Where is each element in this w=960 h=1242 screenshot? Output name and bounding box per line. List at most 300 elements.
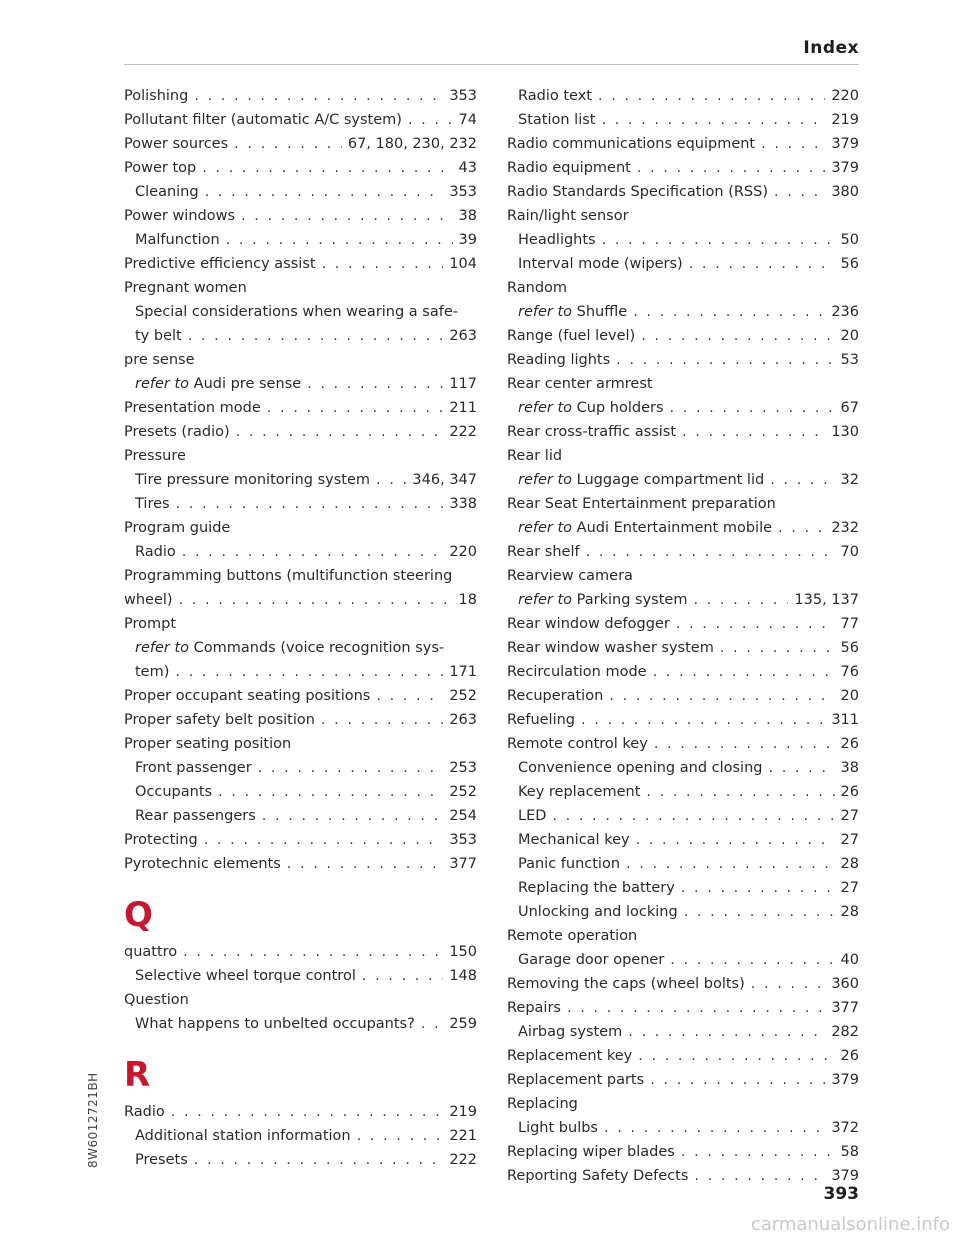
entry-term: Programming buttons (multifunction steering <box>124 568 453 584</box>
entry-text <box>135 757 252 779</box>
entry-text <box>507 541 580 563</box>
entry-text <box>135 965 356 987</box>
index-subentry <box>124 661 477 683</box>
index-entry <box>124 829 477 851</box>
index-subentry <box>124 637 477 659</box>
index-entry <box>124 1101 477 1123</box>
index-entry <box>124 709 477 731</box>
entry-term: Presentation mode <box>124 400 261 416</box>
index-entry <box>124 733 477 755</box>
page-reference: 253 <box>449 760 477 776</box>
entry-text <box>124 853 281 875</box>
index-entry <box>124 445 477 467</box>
index-subentry <box>124 1013 477 1035</box>
entry-term: ty belt <box>135 328 182 344</box>
entry-text <box>507 205 629 227</box>
index-entry <box>124 589 477 611</box>
index-subentry <box>507 589 859 611</box>
index-subentry <box>507 1117 859 1139</box>
entry-term: Front passenger <box>135 760 252 776</box>
index-subentry <box>507 901 859 923</box>
dot-leader <box>176 493 444 515</box>
entry-text <box>507 613 670 635</box>
entry-text <box>507 325 635 347</box>
entry-text <box>507 685 603 707</box>
cross-reference-label: refer to <box>518 400 573 416</box>
entry-term: Question <box>124 992 189 1008</box>
dot-leader <box>653 661 835 683</box>
entry-text <box>135 805 256 827</box>
index-entry <box>507 709 859 731</box>
index-entry <box>507 733 859 755</box>
entry-term: Headlights <box>518 232 596 248</box>
entry-text <box>124 733 291 755</box>
dot-leader <box>262 805 444 827</box>
page-reference: 40 <box>840 952 859 968</box>
index-subentry <box>124 229 477 251</box>
index-entry <box>507 445 859 467</box>
dot-leader <box>693 589 788 611</box>
entry-text <box>135 541 176 563</box>
entry-term: Rear cross-traffic assist <box>507 424 677 440</box>
entry-term: Remote control key <box>507 736 648 752</box>
entry-term: Luggage compartment lid <box>572 472 765 488</box>
entry-text <box>124 941 177 963</box>
page-reference: 219 <box>449 1104 477 1120</box>
entry-term: Rearview camera <box>507 568 633 584</box>
entry-text <box>507 421 676 443</box>
entry-term: Radio text <box>518 88 592 104</box>
dot-leader <box>204 829 444 851</box>
page-reference: 56 <box>840 256 859 272</box>
index-entry <box>124 421 477 443</box>
index-entry <box>507 613 859 635</box>
entry-term: Presets (radio) <box>124 424 230 440</box>
entry-text <box>507 493 776 515</box>
entry-text <box>124 421 230 443</box>
entry-text <box>135 229 220 251</box>
entry-term: Audi pre sense <box>189 376 302 392</box>
page-reference: 74 <box>458 112 477 128</box>
dot-leader <box>601 109 825 131</box>
entry-term: Pregnant women <box>124 280 247 296</box>
index-subentry <box>124 781 477 803</box>
index-subentry <box>124 325 477 347</box>
entry-text <box>518 901 678 923</box>
entry-term: Replacing <box>507 1096 578 1112</box>
index-letter-heading: Q <box>124 895 153 935</box>
dot-leader <box>188 325 444 347</box>
index-entry <box>124 517 477 539</box>
entry-text <box>124 277 247 299</box>
index-entry <box>124 685 477 707</box>
entry-term: Replacing wiper blades <box>507 1144 675 1160</box>
cross-reference-label: refer to <box>518 520 573 536</box>
page-reference: 67 <box>840 400 859 416</box>
entry-term: Panic function <box>518 856 621 872</box>
entry-term: Rear window defogger <box>507 616 670 632</box>
page-reference: 379 <box>831 1072 859 1088</box>
index-entry <box>507 157 859 179</box>
entry-term: Audi Entertainment mobile <box>572 520 773 536</box>
entry-text <box>518 301 627 323</box>
index-subentry <box>124 1125 477 1147</box>
index-entry <box>124 349 477 371</box>
dot-leader <box>218 781 443 803</box>
entry-text <box>518 829 630 851</box>
watermark-text: carmanualsonline.info <box>750 1214 950 1235</box>
entry-term: Malfunction <box>135 232 220 248</box>
entry-term: Selective wheel torque control <box>135 968 356 984</box>
dot-leader <box>633 301 825 323</box>
entry-text <box>135 1125 351 1147</box>
index-entry <box>507 421 859 443</box>
index-subentry <box>124 965 477 987</box>
page-reference: 20 <box>840 328 859 344</box>
entry-text <box>507 277 567 299</box>
index-entry <box>124 565 477 587</box>
dot-leader <box>175 661 443 683</box>
index-subentry <box>124 181 477 203</box>
entry-term: Unlocking and locking <box>518 904 678 920</box>
dot-leader <box>774 181 825 203</box>
entry-term: Pollutant filter (automatic A/C system) <box>124 112 402 128</box>
entry-text <box>507 1141 675 1163</box>
page-reference: 76 <box>840 664 859 680</box>
index-subentry <box>124 757 477 779</box>
entry-text <box>507 181 768 203</box>
index-entry <box>507 1093 859 1115</box>
dot-leader <box>604 1117 825 1139</box>
page-reference: 379 <box>831 136 859 152</box>
index-subentry <box>124 301 477 323</box>
entry-text <box>518 805 546 827</box>
dot-leader <box>322 253 444 275</box>
entry-term: Light bulbs <box>518 1120 598 1136</box>
index-entry <box>124 253 477 275</box>
entry-text <box>518 397 664 419</box>
index-subentry <box>124 1149 477 1171</box>
page-reference: 372 <box>831 1120 859 1136</box>
index-entry <box>507 373 859 395</box>
index-subentry <box>507 229 859 251</box>
entry-text <box>124 589 173 611</box>
dot-leader <box>684 901 835 923</box>
entry-text <box>507 565 633 587</box>
dot-leader <box>670 949 834 971</box>
index-entry <box>124 133 477 155</box>
page-reference: 353 <box>449 832 477 848</box>
index-column-right <box>507 85 859 1189</box>
page-reference: 353 <box>449 184 477 200</box>
dot-leader <box>194 85 443 107</box>
entry-term: Pressure <box>124 448 186 464</box>
page-reference: 58 <box>840 1144 859 1160</box>
entry-text <box>124 1101 165 1123</box>
index-subentry <box>507 397 859 419</box>
index-subentry <box>507 517 859 539</box>
dot-leader <box>202 157 452 179</box>
page-reference: 38 <box>840 760 859 776</box>
entry-term: Commands (voice recognition sys- <box>189 640 445 656</box>
entry-text <box>518 85 592 107</box>
index-entry <box>124 157 477 179</box>
entry-text <box>518 949 664 971</box>
entry-text <box>135 1013 415 1035</box>
index-subentry <box>507 781 859 803</box>
page-reference: 56 <box>840 640 859 656</box>
entry-term: Key replacement <box>518 784 641 800</box>
entry-term: Reading lights <box>507 352 611 368</box>
index-entry <box>507 1045 859 1067</box>
entry-term: Proper occupant seating positions <box>124 688 371 704</box>
index-subentry <box>507 469 859 491</box>
dot-leader <box>689 253 835 275</box>
entry-text <box>507 445 562 467</box>
page-reference: 27 <box>840 808 859 824</box>
entry-text <box>507 733 648 755</box>
entry-term: Predictive efficiency assist <box>124 256 316 272</box>
entry-text <box>518 109 595 131</box>
index-entry <box>124 277 477 299</box>
page-reference: 377 <box>449 856 477 872</box>
dot-leader <box>581 709 825 731</box>
index-entry <box>507 925 859 947</box>
entry-text <box>518 757 762 779</box>
dot-leader <box>751 973 826 995</box>
document-code: 8W6012721BH <box>86 1072 100 1168</box>
page-reference: 135, 137 <box>794 592 859 608</box>
entry-term: Range (fuel level) <box>507 328 636 344</box>
index-subentry <box>124 493 477 515</box>
page-reference: 26 <box>840 736 859 752</box>
entry-term: Proper safety belt position <box>124 712 315 728</box>
entry-term: Garage door opener <box>518 952 665 968</box>
page-reference: 27 <box>840 832 859 848</box>
dot-leader <box>376 469 406 491</box>
entry-term: Power top <box>124 160 197 176</box>
page-reference: 380 <box>831 184 859 200</box>
index-subentry <box>124 805 477 827</box>
entry-term: Repairs <box>507 1000 561 1016</box>
entry-text <box>124 349 195 371</box>
entry-term: Radio <box>124 1104 165 1120</box>
dot-leader <box>609 685 834 707</box>
entry-text <box>135 493 170 515</box>
page-reference: 259 <box>449 1016 477 1032</box>
index-subentry <box>507 1021 859 1043</box>
entry-term: Rear window washer system <box>507 640 714 656</box>
entry-term: Replacement key <box>507 1048 633 1064</box>
page-reference: 346, 347 <box>412 472 477 488</box>
index-entry <box>507 565 859 587</box>
dot-leader <box>287 853 444 875</box>
page-reference: 150 <box>449 944 477 960</box>
dot-leader <box>638 1045 834 1067</box>
index-subentry <box>507 829 859 851</box>
entry-text <box>135 325 182 347</box>
index-subentry <box>124 541 477 563</box>
page-reference: 220 <box>831 88 859 104</box>
entry-text <box>507 997 561 1019</box>
page-reference: 28 <box>840 904 859 920</box>
index-subentry <box>507 949 859 971</box>
page-reference: 252 <box>449 688 477 704</box>
index-subentry <box>507 853 859 875</box>
index-entry <box>507 205 859 227</box>
page-reference: 148 <box>449 968 477 984</box>
index-subentry <box>507 301 859 323</box>
dot-leader <box>720 637 835 659</box>
entry-text <box>507 157 631 179</box>
page-reference: 38 <box>458 208 477 224</box>
page-reference: 104 <box>449 256 477 272</box>
cross-reference-label: refer to <box>135 640 190 656</box>
dot-leader <box>628 1021 825 1043</box>
index-entry <box>507 661 859 683</box>
entry-text <box>507 1165 688 1187</box>
dot-leader <box>183 941 443 963</box>
entry-term: Station list <box>518 112 596 128</box>
entry-text <box>518 469 764 491</box>
index-entry <box>507 133 859 155</box>
dot-leader <box>179 589 453 611</box>
dot-leader <box>321 709 443 731</box>
page-reference: 130 <box>831 424 859 440</box>
entry-term: Replacing the battery <box>518 880 675 896</box>
dot-leader <box>552 805 834 827</box>
entry-text <box>507 1069 644 1091</box>
entry-text <box>518 853 620 875</box>
index-entry <box>507 277 859 299</box>
page-reference: 263 <box>449 328 477 344</box>
page-reference: 43 <box>458 160 477 176</box>
index-subentry <box>507 877 859 899</box>
dot-leader <box>761 133 825 155</box>
dot-leader <box>258 757 444 779</box>
dot-leader <box>768 757 834 779</box>
entry-term: Radio <box>135 544 176 560</box>
page-reference: 77 <box>840 616 859 632</box>
index-letter-heading: R <box>124 1055 151 1095</box>
entry-term: Replacement parts <box>507 1072 645 1088</box>
dot-leader <box>182 541 444 563</box>
index-subentry <box>507 805 859 827</box>
cross-reference-label: refer to <box>518 472 573 488</box>
entry-term: Presets <box>135 1152 188 1168</box>
page-reference: 221 <box>449 1128 477 1144</box>
page-reference: 236 <box>831 304 859 320</box>
entry-term: Rear lid <box>507 448 563 464</box>
entry-term: Power sources <box>124 136 229 152</box>
entry-text <box>135 301 458 323</box>
entry-term: Pyrotechnic elements <box>124 856 281 872</box>
entry-term: Random <box>507 280 568 296</box>
entry-text <box>518 253 683 275</box>
entry-text <box>135 469 370 491</box>
entry-term: Rear center armrest <box>507 376 653 392</box>
entry-text <box>507 925 637 947</box>
entry-text <box>124 517 230 539</box>
dot-leader <box>307 373 443 395</box>
page-reference: 263 <box>449 712 477 728</box>
dot-leader <box>637 157 825 179</box>
dot-leader <box>234 133 342 155</box>
index-entry <box>507 637 859 659</box>
index-entry <box>507 541 859 563</box>
dot-leader <box>778 517 825 539</box>
entry-text <box>124 133 228 155</box>
entry-text <box>507 973 745 995</box>
index-entry <box>507 181 859 203</box>
index-entry <box>507 1165 859 1187</box>
index-entry <box>124 989 477 1011</box>
entry-text <box>124 397 261 419</box>
entry-term: Rain/light sensor <box>507 208 629 224</box>
dot-leader <box>241 205 453 227</box>
dot-leader <box>636 829 835 851</box>
dot-leader <box>236 421 444 443</box>
page-header-title: Index <box>803 38 859 58</box>
entry-term: Prompt <box>124 616 177 632</box>
entry-term: Airbag system <box>518 1024 623 1040</box>
index-entry <box>507 997 859 1019</box>
page-reference: 26 <box>840 784 859 800</box>
entry-text <box>124 445 186 467</box>
page-reference: 219 <box>831 112 859 128</box>
entry-text <box>124 709 315 731</box>
entry-term: Removing the caps (wheel bolts) <box>507 976 745 992</box>
entry-text <box>124 85 188 107</box>
page-reference: 20 <box>840 688 859 704</box>
index-entry <box>507 685 859 707</box>
entry-text <box>507 1045 632 1067</box>
entry-term: Remote operation <box>507 928 638 944</box>
entry-text <box>135 637 444 659</box>
entry-term: Convenience opening and closing <box>518 760 763 776</box>
page-reference: 39 <box>458 232 477 248</box>
index-entry <box>507 493 859 515</box>
entry-term: Parking system <box>572 592 688 608</box>
entry-text <box>135 1149 188 1171</box>
page-reference: 32 <box>840 472 859 488</box>
index-entry <box>507 325 859 347</box>
cross-reference-label: refer to <box>518 592 573 608</box>
entry-text <box>135 373 301 395</box>
dot-leader <box>194 1149 444 1171</box>
page-number: 393 <box>823 1184 859 1204</box>
entry-text <box>124 157 196 179</box>
entry-text <box>518 877 675 899</box>
page-reference: 171 <box>449 664 477 680</box>
index-subentry <box>507 85 859 107</box>
index-subentry <box>124 373 477 395</box>
page-reference: 353 <box>449 88 477 104</box>
page-reference: 282 <box>831 1024 859 1040</box>
dot-leader <box>226 229 453 251</box>
cross-reference-label: refer to <box>135 376 190 392</box>
entry-term: Radio Standards Specification (RSS) <box>507 184 768 200</box>
entry-text <box>507 709 575 731</box>
dot-leader <box>171 1101 444 1123</box>
page-reference: 26 <box>840 1048 859 1064</box>
entry-text <box>124 613 176 635</box>
page-reference: 117 <box>449 376 477 392</box>
page-reference: 18 <box>458 592 477 608</box>
entry-term: tem) <box>135 664 170 680</box>
index-entry <box>124 941 477 963</box>
index-subentry <box>124 469 477 491</box>
